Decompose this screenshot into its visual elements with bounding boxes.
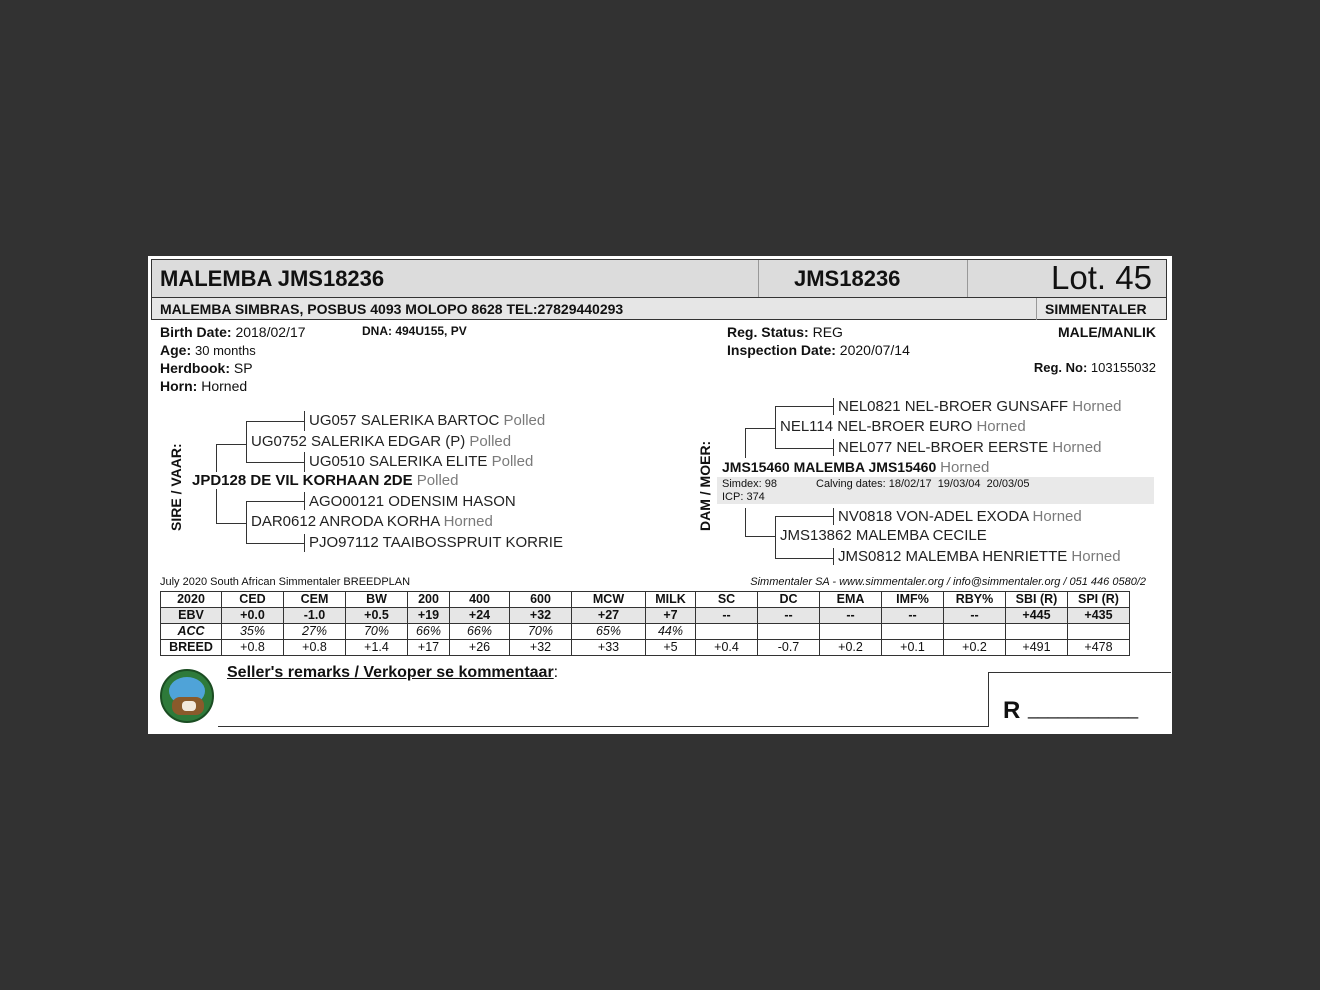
table-cell: 27%	[284, 624, 346, 640]
remarks-title: Seller's remarks / Verkoper se kommentaar	[227, 664, 554, 681]
table-cell: CED	[222, 592, 284, 608]
breed: SIMMENTALER	[1045, 301, 1147, 317]
table-cell: --	[882, 608, 944, 624]
inspection-row	[727, 342, 910, 358]
dam-label: DAM / MOER:	[697, 440, 713, 531]
tree-line	[304, 452, 305, 472]
table-cell: +0.2	[820, 640, 882, 656]
sire-dam-sire	[309, 493, 516, 510]
age-value: 30 months	[195, 343, 256, 358]
animal-id: JMS18236	[794, 266, 901, 291]
horn-status: Horned	[1032, 508, 1082, 525]
tree-line	[833, 439, 834, 456]
table-cell: 70%	[510, 624, 572, 640]
reg-status-label: Reg. Status:	[727, 324, 809, 340]
table-cell: SPI (R)	[1068, 592, 1130, 608]
table-cell: BREED	[161, 640, 222, 656]
table-cell: +26	[450, 640, 510, 656]
table-cell: CEM	[284, 592, 346, 608]
animal-name: NEL114 NEL-BROER EURO	[780, 418, 973, 435]
table-row	[161, 608, 1130, 624]
table-cell: +32	[510, 608, 572, 624]
table-cell: +0.8	[284, 640, 346, 656]
table-cell: 44%	[646, 624, 696, 640]
tree-line	[216, 444, 246, 445]
animal-name: DAR0612 ANRODA KORHA	[251, 513, 440, 530]
sire	[192, 472, 461, 489]
horn-status: Polled	[503, 412, 546, 429]
tree-line	[304, 534, 305, 552]
breedplan-table	[160, 591, 1130, 656]
table-cell: -1.0	[284, 608, 346, 624]
dam-sire	[780, 418, 1026, 435]
horn-status: Polled	[469, 433, 512, 450]
birth-date-row	[160, 324, 306, 340]
table-cell: MILK	[646, 592, 696, 608]
table-row	[161, 592, 1130, 608]
reg-no-label: Reg. No:	[1033, 360, 1088, 375]
animal-name: JPD128 DE VIL KORHAAN 2DE	[192, 472, 413, 489]
tree-line	[833, 398, 834, 415]
tree-line	[246, 421, 304, 422]
horn-status: Horned	[443, 513, 493, 530]
sire-dam	[251, 513, 493, 530]
tree-line	[775, 406, 776, 448]
sire-sire-dam	[309, 453, 533, 470]
tree-line	[775, 516, 833, 517]
table-cell: MCW	[572, 592, 646, 608]
table-cell: +491	[1006, 640, 1068, 656]
table-cell: +33	[572, 640, 646, 656]
table-cell: 65%	[572, 624, 646, 640]
table-cell: 2020	[161, 592, 222, 608]
table-cell: --	[758, 608, 820, 624]
sire-label: SIRE / VAAR:	[168, 443, 184, 531]
table-cell: RBY%	[944, 592, 1006, 608]
table-cell: +478	[1068, 640, 1130, 656]
reg-status-row	[727, 324, 843, 340]
herdbook-label: Herdbook:	[160, 360, 230, 376]
breedplan-caption: July 2020 South African Simmentaler BREEDPLAN	[160, 576, 411, 588]
table-cell: 200	[408, 592, 450, 608]
price-label: R	[1003, 697, 1021, 724]
tree-line	[304, 411, 305, 431]
animal-name: UG057 SALERIKA BARTOC	[309, 412, 500, 429]
dam-dam-dam	[838, 548, 1121, 565]
table-cell: +445	[1006, 608, 1068, 624]
tree-line	[246, 501, 247, 543]
table-cell: +7	[646, 608, 696, 624]
dam-sire-dam	[838, 439, 1101, 456]
birth-date-value: 2018/02/17	[235, 324, 306, 340]
divider	[1036, 298, 1037, 320]
table-cell	[820, 624, 882, 640]
birth-date-label: Birth Date:	[160, 324, 232, 340]
inspection-label: Inspection Date:	[727, 342, 836, 358]
divider	[218, 726, 988, 727]
table-cell: +0.8	[222, 640, 284, 656]
horn-row	[160, 378, 247, 394]
animal-name: AGO00121 ODENSIM HASON	[309, 493, 516, 510]
horn-status: Polled	[416, 472, 459, 489]
table-cell: +27	[572, 608, 646, 624]
tree-line	[775, 516, 776, 558]
age-row	[160, 342, 256, 358]
table-cell: ACC	[161, 624, 222, 640]
table-cell	[696, 624, 758, 640]
table-cell: IMF%	[882, 592, 944, 608]
dam	[722, 459, 989, 476]
animal-name: UG0752 SALERIKA EDGAR (P)	[251, 433, 466, 450]
tree-line	[775, 448, 833, 449]
tree-line	[246, 462, 304, 463]
horn-status: Horned	[976, 418, 1026, 435]
tree-line	[246, 501, 304, 502]
tree-line	[304, 492, 305, 510]
table-cell	[944, 624, 1006, 640]
calving-dates: Calving dates: 18/02/17 19/03/04 20/03/05	[816, 478, 1030, 490]
reg-no-row	[1034, 360, 1156, 375]
tree-line	[216, 523, 246, 524]
inspection-value: 2020/07/14	[839, 342, 910, 358]
reg-status-value: REG	[812, 324, 843, 340]
animal-name: NEL077 NEL-BROER EERSTE	[838, 439, 1049, 456]
table-cell: 35%	[222, 624, 284, 640]
table-cell: +1.4	[346, 640, 408, 656]
horn-status: Horned	[1072, 398, 1122, 415]
animal-name: PJO97112 TAAIBOSSPRUIT KORRIE	[309, 534, 563, 551]
horn-label: Horn:	[160, 378, 198, 394]
table-cell: --	[944, 608, 1006, 624]
table-cell: +0.0	[222, 608, 284, 624]
table-cell: 66%	[450, 624, 510, 640]
table-cell	[1006, 624, 1068, 640]
breeder-line: MALEMBA SIMBRAS, POSBUS 4093 MOLOPO 8628 TEL:27829440293	[160, 301, 624, 317]
table-cell: +435	[1068, 608, 1130, 624]
tree-line	[775, 558, 833, 559]
animal-name: JMS13862 MALEMBA CECILE	[780, 527, 987, 544]
sire-sire-sire	[309, 412, 545, 429]
table-cell: +0.1	[882, 640, 944, 656]
horn-status: Horned	[1052, 439, 1102, 456]
dam-dam-sire	[838, 508, 1082, 525]
tree-line	[833, 548, 834, 565]
table-cell: SBI (R)	[1006, 592, 1068, 608]
table-cell: +0.5	[346, 608, 408, 624]
lot-number: Lot. 45	[1051, 259, 1152, 296]
remarks-heading: Seller's remarks / Verkoper se kommentaar:	[227, 664, 559, 681]
table-cell: DC	[758, 592, 820, 608]
table-cell	[882, 624, 944, 640]
sex: MALE/MANLIK	[1058, 324, 1156, 340]
table-cell: +0.2	[944, 640, 1006, 656]
tree-line	[246, 421, 247, 462]
lot-card	[148, 256, 1172, 734]
divider	[758, 260, 759, 297]
horn-status: Horned	[1071, 548, 1121, 565]
tree-line	[833, 508, 834, 525]
sire-dam-dam	[309, 534, 563, 551]
tree-line	[745, 428, 746, 458]
table-cell: 400	[450, 592, 510, 608]
dam-dam	[780, 527, 987, 544]
table-cell: BW	[346, 592, 408, 608]
price-input-line[interactable]: ___________	[1028, 699, 1139, 719]
herdbook-value: SP	[233, 360, 253, 376]
table-cell: +0.4	[696, 640, 758, 656]
sire-sire	[251, 433, 511, 450]
table-cell: 600	[510, 592, 572, 608]
table-cell: EBV	[161, 608, 222, 624]
horn-value: Horned	[201, 378, 248, 394]
table-cell: 66%	[408, 624, 450, 640]
animal-name: NV0818 VON-ADEL EXODA	[838, 508, 1029, 525]
table-cell: -0.7	[758, 640, 820, 656]
tree-line	[745, 508, 746, 536]
table-cell: 70%	[346, 624, 408, 640]
animal-name: JMS15460 MALEMBA JMS15460	[722, 459, 937, 475]
table-cell: +32	[510, 640, 572, 656]
table-cell	[1068, 624, 1130, 640]
table-cell: SC	[696, 592, 758, 608]
divider	[967, 260, 968, 297]
horn-status: Horned	[940, 459, 990, 476]
table-cell: EMA	[820, 592, 882, 608]
table-cell: +19	[408, 608, 450, 624]
reg-no-value: 103155032	[1090, 360, 1156, 375]
simmentaler-sa-logo-icon	[160, 669, 214, 723]
icp: ICP: 374	[722, 491, 765, 503]
tree-line	[745, 428, 775, 429]
table-cell: +5	[646, 640, 696, 656]
table-row	[161, 624, 1130, 640]
table-cell	[758, 624, 820, 640]
horn-status: Polled	[491, 453, 534, 470]
age-label: Age:	[160, 342, 192, 358]
table-cell: --	[696, 608, 758, 624]
table-cell: +17	[408, 640, 450, 656]
animal-name: JMS0812 MALEMBA HENRIETTE	[838, 548, 1068, 565]
table-row	[161, 640, 1130, 656]
tree-line	[246, 543, 304, 544]
herdbook-row	[160, 360, 253, 376]
table-cell: --	[820, 608, 882, 624]
animal-name: NEL0821 NEL-BROER GUNSAFF	[838, 398, 1069, 415]
tree-line	[745, 536, 775, 537]
animal-name: MALEMBA JMS18236	[160, 266, 385, 291]
dam-sire-sire	[838, 398, 1121, 415]
dna-info: DNA: 494U155, PV	[362, 324, 467, 338]
breedplan-contact: Simmentaler SA - www.simmentaler.org / info@simmentaler.org / 051 446 0580/2	[750, 576, 1146, 588]
table-cell: +24	[450, 608, 510, 624]
simdex: Simdex: 98	[722, 478, 778, 490]
tree-line	[775, 406, 833, 407]
animal-name: UG0510 SALERIKA ELITE	[309, 453, 488, 470]
